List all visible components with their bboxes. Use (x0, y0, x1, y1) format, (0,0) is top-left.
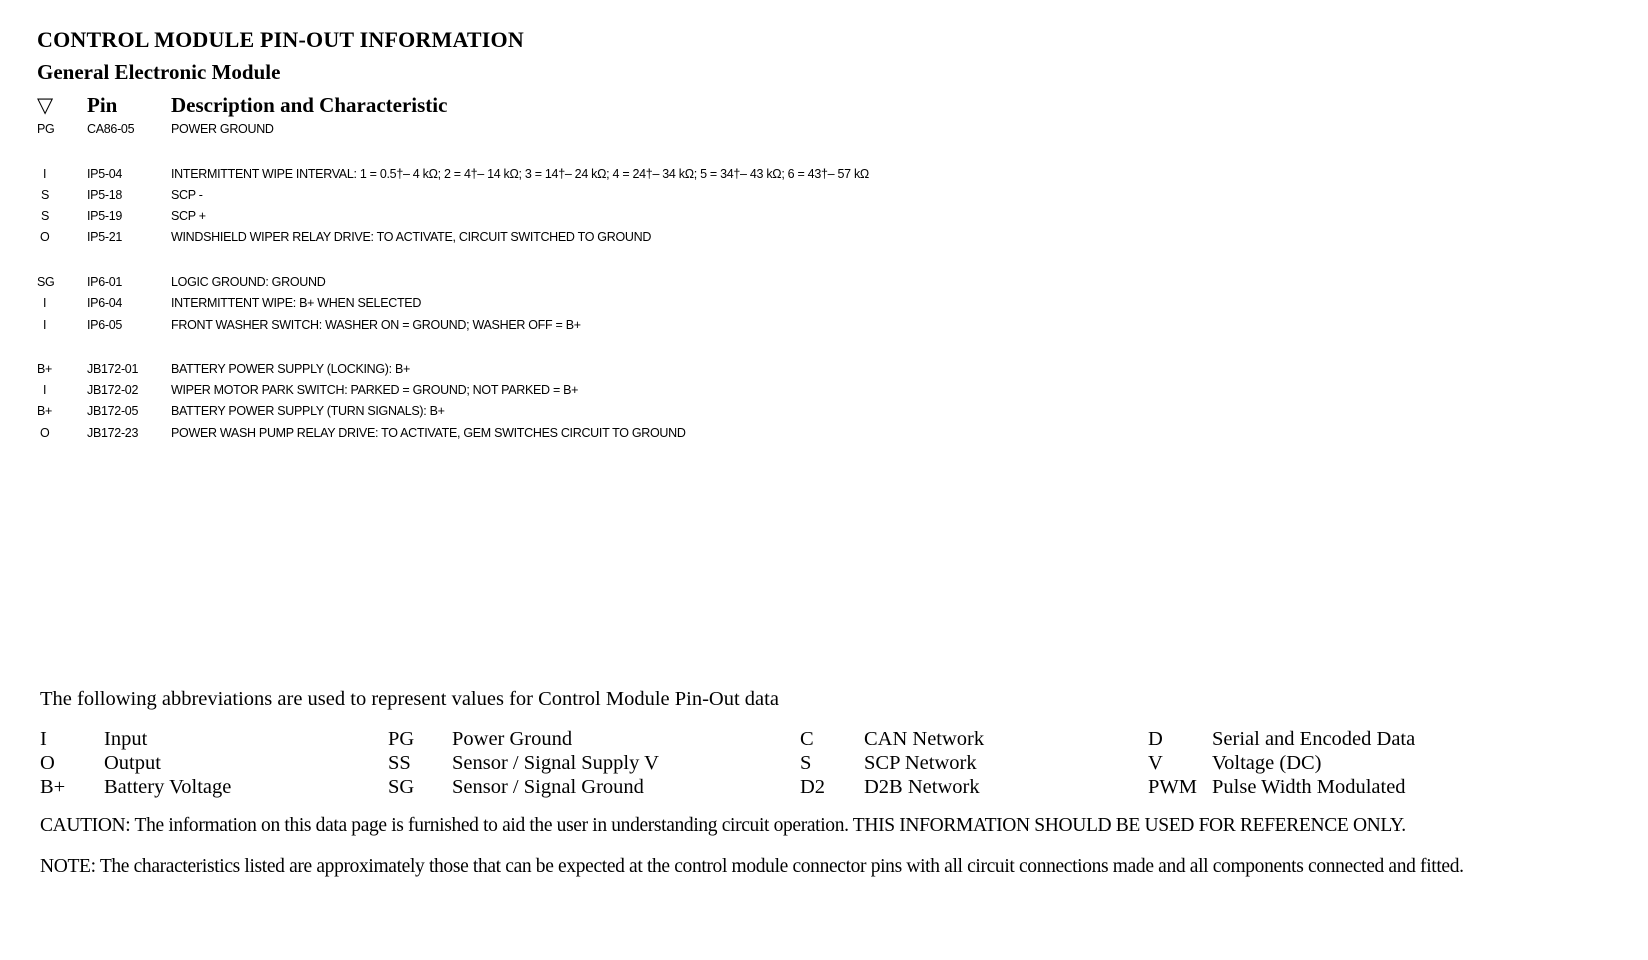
abbreviation-meaning: Sensor / Signal Ground (452, 776, 644, 798)
pin-type: I (43, 296, 47, 310)
pin-type: B+ (37, 362, 53, 376)
abbreviation-code: PG (388, 728, 415, 750)
pin-row (37, 167, 1037, 185)
pin-description: BATTERY POWER SUPPLY (LOCKING): B+ (171, 362, 411, 376)
pin-description: WIPER MOTOR PARK SWITCH: PARKED = GROUND; NOT PARKED = B+ (171, 383, 579, 397)
pin-row (37, 318, 1037, 336)
pin-type: I (43, 318, 47, 332)
pin-description: POWER WASH PUMP RELAY DRIVE: TO ACTIVATE, GEM SWITCHES CIRCUIT TO GROUND (171, 426, 686, 440)
pin-id: IP5-18 (87, 188, 123, 202)
pin-description: POWER GROUND (171, 122, 274, 136)
pin-id: IP5-19 (87, 209, 123, 223)
abbreviation-meaning: D2B Network (864, 776, 980, 798)
abbreviation-code: B+ (40, 776, 66, 798)
pin-id: JB172-02 (87, 383, 139, 397)
abbreviation-meaning: Power Ground (452, 728, 573, 750)
pin-description: BATTERY POWER SUPPLY (TURN SIGNALS): B+ (171, 404, 445, 418)
abbreviation-meaning: Voltage (DC) (1212, 752, 1322, 774)
pin-row (37, 122, 1037, 140)
abbreviation-code: D (1148, 728, 1163, 750)
abbreviation-code: PWM (1148, 776, 1197, 798)
pin-row (37, 296, 1037, 314)
pin-table (37, 0, 1037, 480)
pin-id: IP5-21 (87, 230, 123, 244)
pin-description: FRONT WASHER SWITCH: WASHER ON = GROUND; WASHER OFF = B+ (171, 318, 581, 332)
pin-column-header: Pin (87, 93, 118, 117)
abbreviations-legend (40, 728, 1600, 808)
abbreviation-code: V (1148, 752, 1163, 774)
abbreviation-code: SG (388, 776, 415, 798)
pin-description: INTERMITTENT WIPE INTERVAL: 1 = 0.5†– 4 kΩ; 2 = 4†– 14 kΩ; 3 = 14†– 24 kΩ; 4 = 24†– 34 kΩ; 5 = 34†– 43 kΩ; 6 = 43†– 57 kΩ (171, 167, 869, 181)
pin-description: SCP - (171, 188, 203, 202)
pin-row (37, 362, 1037, 380)
pin-id: JB172-05 (87, 404, 139, 418)
pin-id: JB172-23 (87, 426, 139, 440)
abbreviation-meaning: Serial and Encoded Data (1212, 728, 1416, 750)
pin-type: PG (37, 122, 55, 136)
abbreviation-code: D2 (800, 776, 826, 798)
pin-id: IP6-05 (87, 318, 123, 332)
caution-text: CAUTION: The information on this data page is furnished to aid the user in understanding circuit operation. THIS INFORMATION SHOULD BE USED FOR REFERENCE ONLY. (40, 815, 1406, 836)
abbreviations-intro: The following abbreviations are used to represent values for Control Module Pin-Out data (40, 688, 779, 710)
pin-row (37, 426, 1037, 444)
pin-row (37, 404, 1037, 422)
pin-type: SG (37, 275, 55, 289)
pin-type: O (40, 230, 50, 244)
pin-row (37, 383, 1037, 401)
pin-type: S (41, 188, 50, 202)
pin-row (37, 230, 1037, 248)
pin-id: IP6-04 (87, 296, 123, 310)
pin-row (37, 209, 1037, 227)
pin-row (37, 188, 1037, 206)
abbreviation-code: S (800, 752, 812, 774)
abbreviation-code: O (40, 752, 55, 774)
pin-type: S (41, 209, 50, 223)
pin-id: JB172-01 (87, 362, 139, 376)
pin-description: WINDSHIELD WIPER RELAY DRIVE: TO ACTIVATE, CIRCUIT SWITCHED TO GROUND (171, 230, 652, 244)
pin-type: O (40, 426, 50, 440)
pin-type: I (43, 383, 47, 397)
module-name: General Electronic Module (37, 60, 281, 84)
note-text: NOTE: The characteristics listed are approximately those that can be expected at the control module connector pins with all circuit connections made and all components connected and fitted. (40, 856, 1464, 877)
abbreviation-meaning: Output (104, 752, 161, 774)
pin-description: LOGIC GROUND: GROUND (171, 275, 326, 289)
abbreviation-meaning: SCP Network (864, 752, 977, 774)
abbreviation-code: SS (388, 752, 411, 774)
triangle-icon: ▽ (37, 94, 54, 117)
page-title: CONTROL MODULE PIN-OUT INFORMATION (37, 27, 524, 52)
pin-row (37, 275, 1037, 293)
abbreviation-meaning: Sensor / Signal Supply V (452, 752, 659, 774)
pin-type: I (43, 167, 47, 181)
abbreviation-code: C (800, 728, 814, 750)
pin-description: SCP + (171, 209, 206, 223)
pin-description: INTERMITTENT WIPE: B+ WHEN SELECTED (171, 296, 422, 310)
pin-type: B+ (37, 404, 53, 418)
pin-id: CA86-05 (87, 122, 135, 136)
abbreviation-meaning: Battery Voltage (104, 776, 232, 798)
pin-id: IP5-04 (87, 167, 123, 181)
abbreviation-meaning: Pulse Width Modulated (1212, 776, 1406, 798)
abbreviation-meaning: Input (104, 728, 148, 750)
abbreviation-meaning: CAN Network (864, 728, 985, 750)
description-column-header: Description and Characteristic (171, 93, 448, 117)
pin-id: IP6-01 (87, 275, 123, 289)
abbreviation-code: I (40, 728, 47, 750)
